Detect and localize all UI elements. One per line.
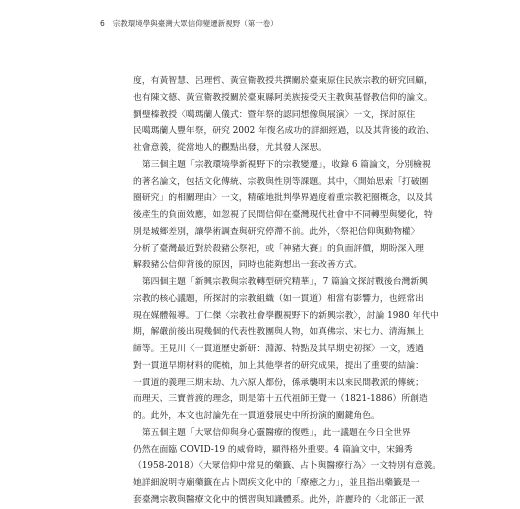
text-line: 度，有黃智慧、呂理哲、黃宣衛教授共撰關於臺東原住民族宗教的研究回顧， (133, 76, 433, 86)
text-line: 一貫道的義理三期末劫、九六原人都份，係承襲明末以來民間教派的傳統； (133, 377, 424, 388)
text-line: 也有陳文德、黃宣衛教授關於臺東縣阿美族接受天主教與基督教信仰的論文。 (133, 92, 433, 103)
text-line: 第三個主題「宗教環境學新視野下的宗教變遷」，收錄 6 篇論文，分別檢視 (133, 159, 431, 170)
text-line: 解殺豬公信仰背後的原因，同時也能夠想出一套改善方式。 (133, 260, 363, 271)
text-line: 現在媒體報導。丁仁傑〈宗教社會學觀視野下的新興宗教〉，討論 1980 年代中 (133, 310, 439, 321)
text-line: 她詳細說明寺廟藥籤在占卜間疾文化中的「療癒之力」，並且指出藥籤是一 (133, 478, 420, 488)
text-line: 第五個主題「大眾信仰與身心靈醫療的復甦」，此一議題在今日全世界 (133, 427, 411, 438)
text-line: 仍然在面臨 COVID-19 的威脅時，顯得格外重要。4 篇論文中，宋錦秀 (133, 444, 413, 455)
text-line: 民噶瑪蘭人豐年祭，研究 2002 年復名成功的詳細經過，以及其背後的政治、 (133, 126, 435, 137)
paragraph-theme-three (133, 157, 433, 274)
text-line: 師等。王見川〈一貫道歷史新研：淵源、特點及其早期史初探〉一文，透過 (133, 344, 424, 354)
text-line: 套臺灣宗教與醫療文化中的慣習與知識體系。此外，許麗玲的〈北部正一派 (133, 494, 424, 505)
text-line: 第四個主題「新興宗教與宗教轉型研究精華」，7 篇論文探討戰後台灣新興 (133, 277, 428, 287)
paragraph-theme-four (133, 274, 439, 425)
paragraph-intro-end (133, 73, 435, 157)
text-line: 對一貫道早期材料的爬梳，加上其他學者的研究成果，提出了重要的結論： (133, 360, 424, 371)
page-number: 6 (100, 19, 105, 28)
paragraph-theme-five (133, 425, 442, 509)
text-line: 宗教的核心議題，所探討的宗教組織（如一貫道）相當有影響力，也經常出 (133, 293, 424, 304)
text-line: 的。此外，本文也討論先在一貫道發展史中所扮演的關鍵角色。 (133, 411, 380, 421)
text-line: 分析了臺灣最近對於殺豬公祭祀，或「神豬大賽」的負面評價，期盼深入理 (133, 243, 424, 254)
text-line: （1958-2018）〈大眾信仰中常見的藥籤、占卜與醫療行為〉一文特別有意義。 (133, 461, 442, 472)
running-head (100, 18, 278, 29)
body-text (133, 73, 442, 509)
text-line: 別是城鄉差別，讓學術調查與研究停滯不前。此外，〈祭祀信仰與動物權〉 (133, 226, 420, 237)
text-line: 而理天、三寶普渡的理念，則是第十五代祖師王覺一（1821-1886）所創造 (133, 394, 428, 405)
text-line: 後產生的負面效應，如忽視了民間信仰在臺灣現代社會中不同轉型與變化，特 (133, 210, 433, 220)
text-line: 的著名論文，包括文化傳統、宗教與性別等課題。其中，〈開始思索「打破圍 (133, 176, 429, 187)
text-line: 社會意義，從當地人的觀點出發，尤其發人深思。 (133, 143, 327, 153)
running-title: 宗教環境學與臺灣大眾信仰變遷新視野（第一卷） (112, 19, 278, 28)
text-line: 期，解嚴前後出現幾個的代表性教團與人物，如真佛宗、宋七力、清海無上 (133, 327, 424, 338)
text-line: 劉璧榛教授〈噶瑪蘭人儀式：暨年祭的認同想像與展演〉一文，探討原住 (133, 109, 416, 120)
text-line: 圈研究」的相關理由〉一文，精確地批判學界過度着重宗教祀圈概念，以及其 (133, 193, 433, 204)
